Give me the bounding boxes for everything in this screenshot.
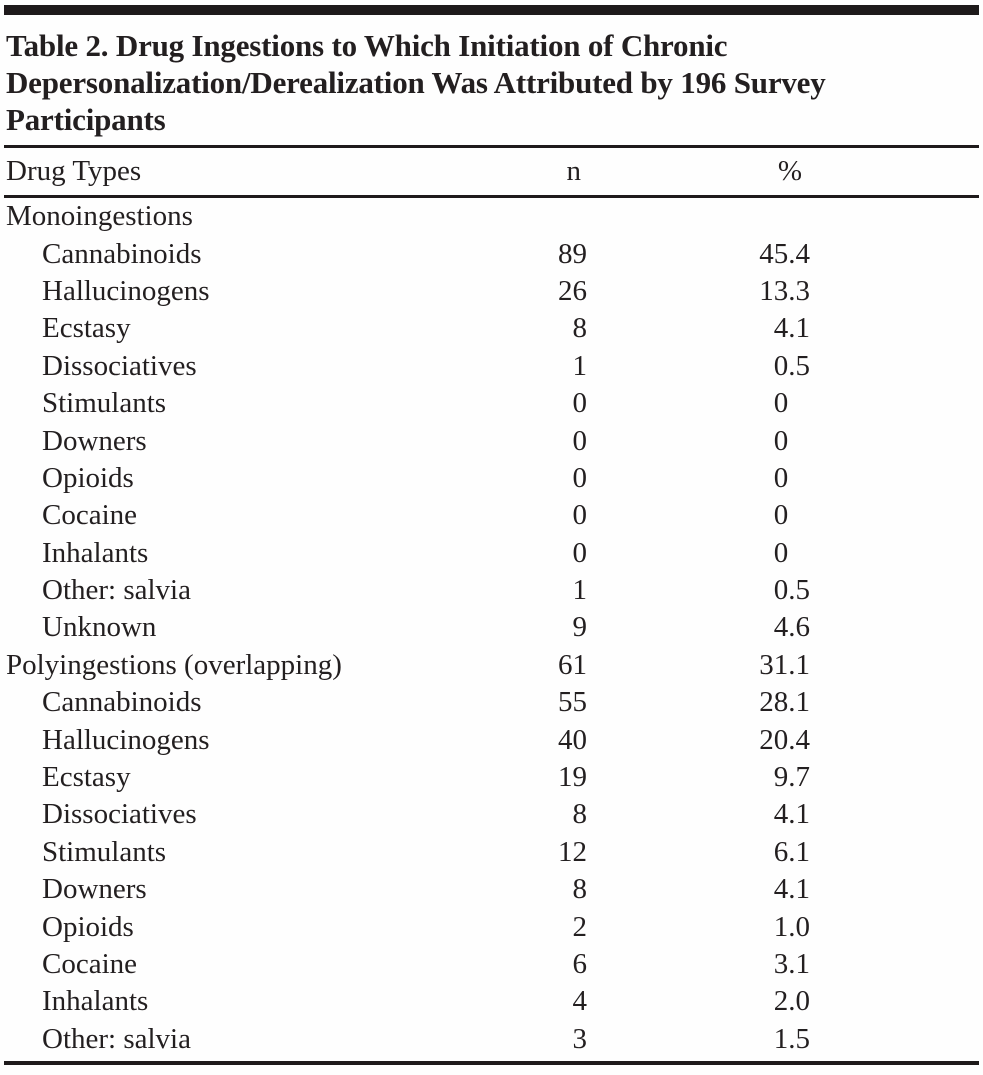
percent-value: 2.0 — [773, 985, 810, 1018]
table-row — [4, 273, 979, 310]
percent-value: 4.1 — [773, 873, 810, 906]
percent-value: 0 — [773, 499, 789, 532]
percent-value: 1.0 — [773, 910, 810, 943]
percent-value: 4.6 — [773, 611, 810, 644]
drug-type-label: Cannabinoids — [42, 686, 202, 719]
n-value: 1 — [572, 574, 587, 607]
percent-value: 1.5 — [773, 1022, 810, 1055]
column-header-percent: % — [777, 155, 802, 187]
n-value: 8 — [572, 798, 587, 831]
top-border-bar — [4, 5, 979, 15]
table-row — [4, 796, 979, 833]
table-row — [4, 572, 979, 609]
drug-type-label: Stimulants — [42, 387, 167, 420]
table-row — [4, 834, 979, 871]
drug-type-label: Dissociatives — [42, 349, 197, 382]
drug-type-label: Monoingestions — [6, 200, 193, 233]
table-row — [4, 759, 979, 796]
n-value: 19 — [558, 761, 587, 794]
percent-value: 9.7 — [773, 761, 810, 794]
percent-value: 0 — [773, 461, 789, 494]
drug-type-label: Polyingestions (overlapping) — [6, 648, 342, 681]
table-row — [4, 535, 979, 572]
column-header-drug-types: Drug Types — [6, 155, 142, 187]
table-title-line: Depersonalization/Derealization Was Attributed by 196 Survey — [6, 65, 826, 100]
table-row — [4, 721, 979, 758]
drug-type-label: Downers — [42, 424, 147, 457]
percent-value: 0 — [773, 536, 789, 569]
table-row — [4, 198, 979, 235]
table-row — [4, 235, 979, 272]
table-row — [4, 422, 979, 459]
drug-type-label: Downers — [42, 873, 147, 906]
table-row — [4, 647, 979, 684]
table-header-row — [4, 148, 979, 195]
percent-value: 0 — [773, 387, 789, 420]
percent-value: 45.4 — [759, 237, 810, 270]
table-row — [4, 385, 979, 422]
drug-type-label: Cannabinoids — [42, 237, 202, 270]
n-value: 0 — [572, 536, 587, 569]
n-value: 61 — [558, 648, 587, 681]
table-row — [4, 983, 979, 1020]
table-row — [4, 871, 979, 908]
table-body — [4, 198, 979, 1058]
drug-type-label: Cocaine — [42, 499, 138, 532]
percent-value: 4.1 — [773, 312, 810, 345]
table-row — [4, 460, 979, 497]
n-value: 40 — [558, 723, 587, 756]
n-value: 0 — [572, 499, 587, 532]
n-value: 3 — [572, 1022, 587, 1055]
percent-value: 6.1 — [773, 835, 810, 868]
table-row — [4, 1021, 979, 1058]
drug-type-label: Unknown — [42, 611, 157, 644]
n-value: 0 — [572, 387, 587, 420]
n-value: 12 — [558, 835, 587, 868]
drug-type-label: Cocaine — [42, 948, 138, 980]
bottom-border-bar — [4, 1061, 979, 1065]
n-value: 55 — [558, 686, 587, 719]
n-value: 0 — [572, 461, 587, 494]
percent-value: 0.5 — [773, 574, 810, 607]
percent-value: 28.1 — [759, 686, 810, 719]
table-row — [4, 348, 979, 385]
table-row — [4, 497, 979, 534]
percent-value: 20.4 — [759, 723, 810, 756]
percent-value: 13.3 — [759, 274, 810, 307]
n-value: 1 — [572, 349, 587, 382]
n-value: 0 — [572, 424, 587, 457]
table-row — [4, 684, 979, 721]
table-row — [4, 908, 979, 945]
n-value: 4 — [572, 985, 587, 1018]
drug-type-label: Hallucinogens — [42, 274, 210, 307]
drug-type-label: Hallucinogens — [42, 723, 210, 756]
n-value: 8 — [572, 312, 587, 345]
percent-value: 31.1 — [759, 648, 810, 681]
table-row — [4, 609, 979, 646]
table-title — [4, 27, 979, 138]
percent-value: 4.1 — [773, 798, 810, 831]
table-title-line: Participants — [6, 102, 166, 137]
drug-type-label: Inhalants — [42, 985, 149, 1018]
n-value: 2 — [572, 910, 587, 943]
percent-value: 0.5 — [773, 349, 810, 382]
n-value: 8 — [572, 873, 587, 906]
drug-type-label: Opioids — [42, 910, 134, 943]
column-header-n: n — [566, 155, 581, 187]
drug-type-label: Ecstasy — [42, 761, 131, 794]
drug-type-label: Opioids — [42, 461, 134, 494]
table-row — [4, 946, 979, 983]
drug-type-label: Other: salvia — [42, 574, 191, 607]
table-title-line: Table 2. Drug Ingestions to Which Initiation of Chronic — [6, 28, 728, 63]
drug-type-label: Dissociatives — [42, 798, 197, 831]
n-value: 6 — [572, 948, 587, 980]
n-value: 89 — [558, 237, 587, 270]
n-value: 9 — [572, 611, 587, 644]
drug-type-label: Inhalants — [42, 536, 149, 569]
table-row — [4, 310, 979, 347]
drug-type-label: Stimulants — [42, 835, 167, 868]
percent-value: 0 — [773, 424, 789, 457]
drug-type-label: Ecstasy — [42, 312, 131, 345]
n-value: 26 — [558, 274, 587, 307]
drug-type-label: Other: salvia — [42, 1022, 191, 1055]
percent-value: 3.1 — [773, 948, 810, 980]
